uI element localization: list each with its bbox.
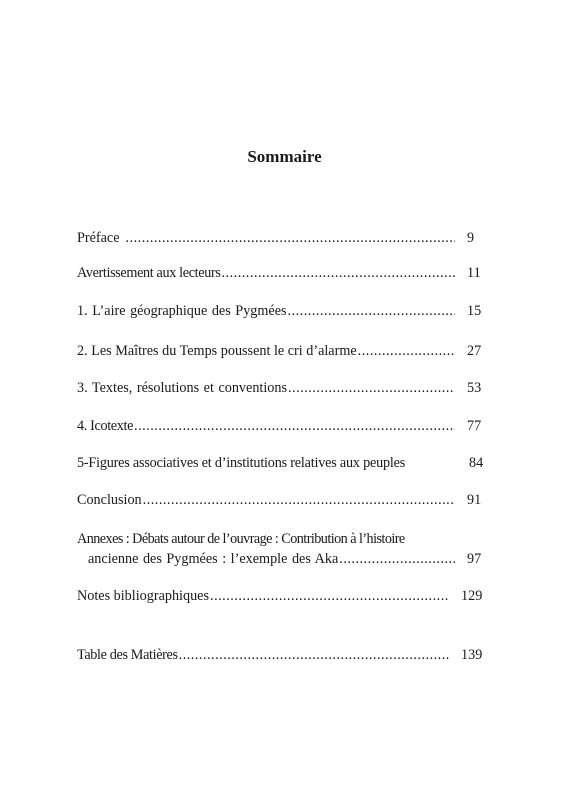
dot-leader (210, 586, 449, 606)
toc-entry-label-line1: Annexes : Débats autour de l’ouvrage : Contribution à l’histoire (77, 531, 405, 547)
toc-entry-page: 91 (467, 492, 482, 508)
toc-entry-icotexte (77, 416, 491, 436)
toc-entry-figures-associatives (77, 453, 491, 473)
dot-leader (126, 228, 455, 248)
toc-entry-label: Table des Matières (77, 647, 178, 663)
toc-entry-page: 53 (467, 380, 482, 396)
toc-entry-aire-geographique (77, 301, 491, 321)
toc-entry-label: 5-Figures associatives et d’institutions relatives aux peuples (77, 455, 406, 471)
page-title: Sommaire (247, 147, 322, 166)
dot-leader (179, 645, 449, 665)
toc-entry-label: Préface (77, 230, 120, 246)
toc-entry-label-line2: ancienne des Pygmées : l’exemple des Aka (88, 551, 339, 567)
toc-entry-page: 97 (467, 551, 482, 567)
toc-entry-maitres-du-temps (77, 341, 491, 361)
toc-entry-page: 15 (467, 303, 482, 319)
toc-entry-avertissement (77, 263, 491, 283)
table-of-contents (77, 0, 491, 806)
toc-entry-table-des-matieres (77, 645, 491, 665)
dot-leader (358, 341, 455, 361)
toc-entry-page: 77 (467, 418, 482, 434)
dot-leader (339, 549, 455, 569)
toc-entry-label: Avertissement aux lecteurs (77, 265, 221, 281)
toc-entry-page: 129 (461, 588, 483, 604)
toc-entry-page: 139 (461, 647, 483, 663)
toc-entry-label: 4. Icotexte (77, 418, 134, 434)
toc-entry-label: 3. Textes, résolutions et conventions (77, 380, 288, 396)
toc-entry-label: 2. Les Maîtres du Temps poussent le cri d’alarme (77, 343, 357, 359)
toc-entry-notes-bibliographiques (77, 586, 491, 606)
toc-entry-textes-resolutions (77, 378, 491, 398)
toc-entry-preface (77, 228, 491, 248)
dot-leader (288, 301, 455, 321)
toc-entry-label: Conclusion (77, 492, 142, 508)
toc-entry-annexes (77, 529, 491, 569)
dot-leader (143, 490, 455, 510)
toc-entry-label: 1. L’aire géographique des Pygmées (77, 303, 287, 319)
toc-entry-page: 27 (467, 343, 482, 359)
dot-leader (222, 263, 456, 283)
toc-entry-page: 11 (467, 265, 481, 281)
dot-leader (288, 378, 455, 398)
toc-entry-conclusion (77, 490, 491, 510)
dot-leader (134, 416, 455, 436)
toc-entry-page: 9 (467, 230, 475, 246)
toc-entry-label: Notes bibliographiques (77, 588, 210, 604)
toc-entry-page: 84 (469, 455, 484, 471)
